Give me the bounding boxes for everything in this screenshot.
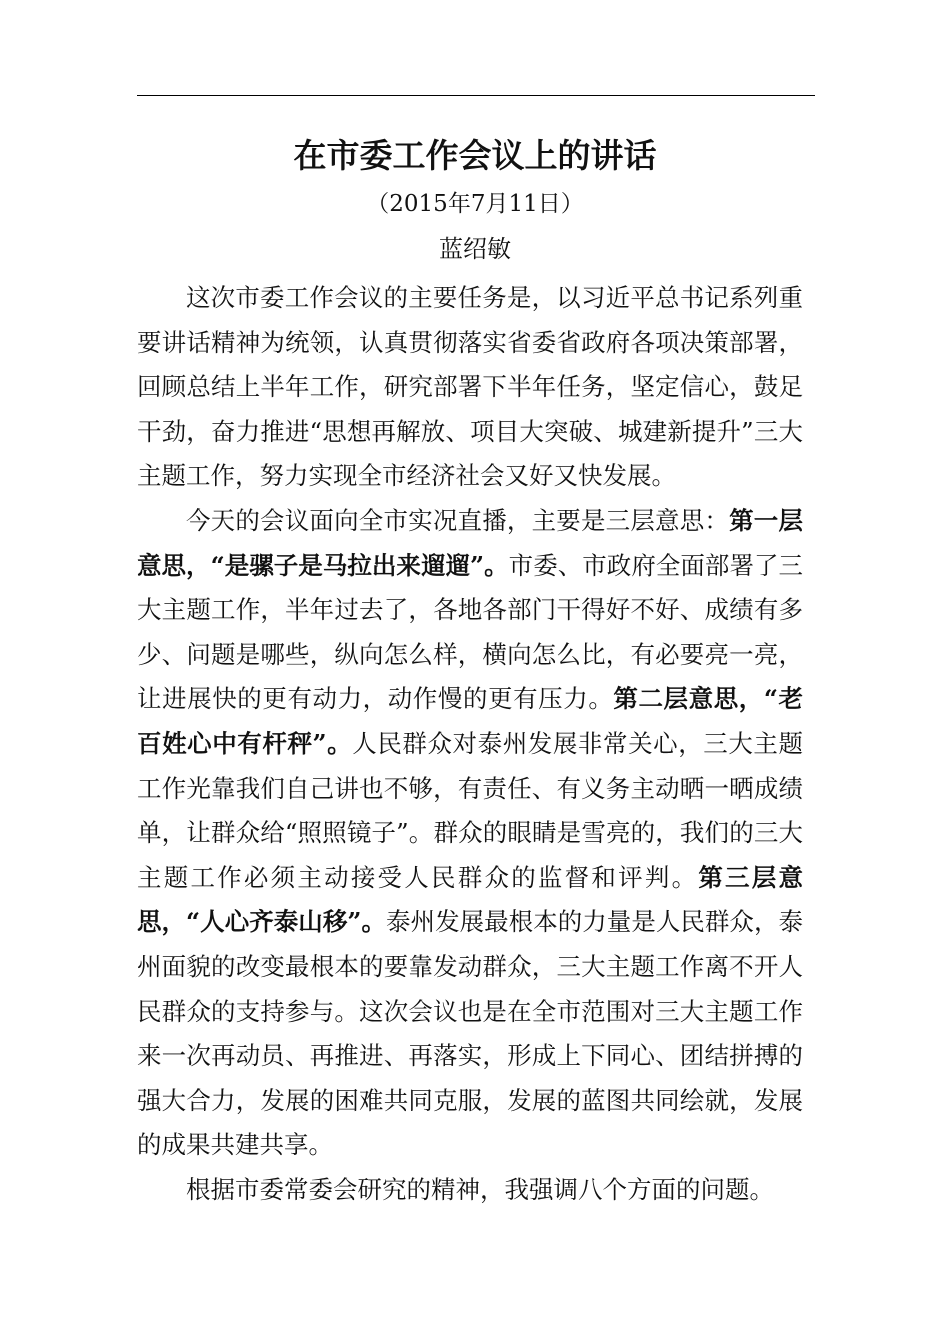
paragraph-3 — [137, 1168, 803, 1213]
paragraph-3-text: 根据市委常委会研究的精神，我强调八个方面的问题。 — [186, 1174, 774, 1204]
document-title: 在市委工作会议上的讲话 — [293, 136, 657, 175]
document-body — [137, 276, 803, 1212]
paragraph-2-intro: 今天的会议面向全市实况直播，主要是三层意思： — [186, 505, 730, 535]
point-three-text: 泰州发展最根本的力量是人民群众，泰州面貌的改变最根本的要靠发动群众，三大主题工作离不开人民群众的支持参与。这次会议也是在全市范围对三大主题工作来一次再动员、再推进、再落实，形成上下同心、团结拼搏的强大合力，发展的困难共同克服，发展的蓝图共同绘就，发展的成果共建共享。 — [137, 907, 803, 1160]
header-rule — [137, 95, 815, 96]
point-one-text: 市委、市政府全面部署了三大主题工作，半年过去了，各地各部门干得好不好、成绩有多少、问题是哪些，纵向怎么样，横向怎么比，有必要亮一亮，让进展快的更有动力，动作慢的更有压力。 — [137, 550, 804, 714]
point-two-heading: 第二层意思，“老百姓心中有杆秤”。 — [137, 684, 804, 758]
paragraph-1-text: 这次市委工作会议的主要任务是，以习近平总书记系列重要讲话精神为统领，认真贯彻落实省委省政府各项决策部署，回顾总结上半年工作，研究部署下半年任务，坚定信心，鼓足干劲，奋力推进“思想再解放、项目大突破、城建新提升”三大主题工作，努力实现全市经济社会又好又快发展。 — [137, 283, 803, 491]
point-two-text: 人民群众对泰州发展非常关心，三大主题工作光靠我们自己讲也不够，有责任、有义务主动晒一晒成绩单，让群众给“照照镜子”。群众的眼睛是雪亮的，我们的三大主题工作必须主动接受人民群众的监督和评判。 — [137, 728, 804, 892]
document-author: 蓝绍敏 — [439, 235, 511, 263]
paragraph-1 — [137, 276, 803, 499]
point-three-heading: 第三层意思，“人心齐泰山移”。 — [137, 862, 803, 937]
point-one-heading: 第一层意思，“是骡子是马拉出来遛遛”。 — [137, 505, 803, 580]
document-date: （2015年7月11日） — [366, 191, 584, 217]
paragraph-2 — [137, 499, 803, 1168]
